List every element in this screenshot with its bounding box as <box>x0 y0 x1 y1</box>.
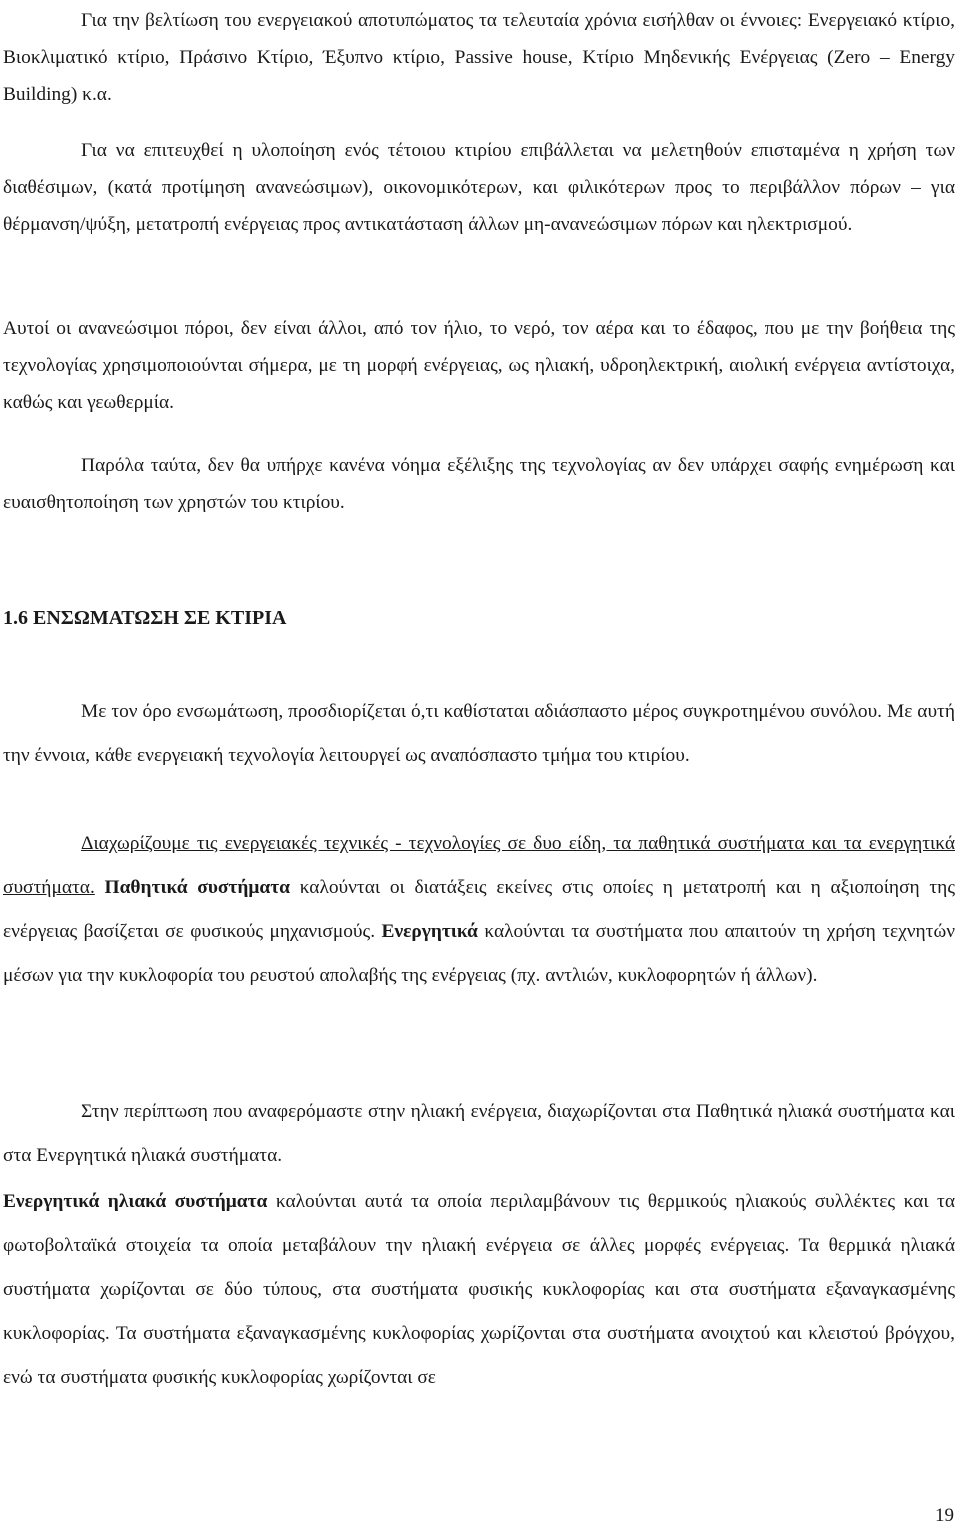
underlined-sentence: Διαχωρίζουμε τις ενεργειακές τεχνικές - τεχνολογίες σε δυο είδη, τα παθητικά συστήματα και τα ενεργητικά συστήματα. <box>3 833 955 898</box>
active-systems-definition: καλούνται τα συστήματα που απαιτούν τη χρήση τεχνητών μέσων για την κυκλοφορία του ρευστού απολαβής της ενέργειας (πχ. αντλιών, κυκλοφορητών ή άλλων). <box>3 921 956 986</box>
section-paragraph-3: Στην περίπτωση που αναφερόμαστε στην ηλιακή ενέργεια, διαχωρίζονται στα Παθητικά ηλιακά συστήματα και στα Ενεργητικά ηλιακά συστήματα. <box>3 1101 955 1166</box>
page-number: 19 <box>935 1505 954 1526</box>
section-paragraph-2 <box>3 822 955 998</box>
section-heading: 1.6 ΕΝΣΩΜΑΤΩΣΗ ΣΕ ΚΤΙΡΙΑ <box>3 607 287 629</box>
active-solar-systems-term: Ενεργητικά ηλιακά συστήματα <box>3 1191 268 1212</box>
section-paragraph-4 <box>3 1180 955 1400</box>
intro-paragraph-2: Για να επιτευχθεί η υλοποίηση ενός τέτοιου κτιρίου επιβάλλεται να μελετηθούν επισταμένα η χρήση των διαθέσιμων, (κατά προτίμηση ανανεώσιμων), οικονομικότερων, και φιλικότερων προς το περιβάλλον πόρων – για θέρμανση/ψύξη, μετατροπή ενέργειας προς αντικατάσταση άλλων μη-ανανεώσιμων πόρων και ηλεκτρισμού. <box>3 140 955 235</box>
passive-systems-definition: καλούνται οι διατάξεις εκείνες στις οποίες η μετατροπή και η αξιοποίηση της ενέργειας βασίζεται σε φυσικούς μηχανισμούς. <box>3 877 955 942</box>
active-systems-term: Ενεργητικά <box>381 921 478 942</box>
intro-paragraph-1: Για την βελτίωση του ενεργειακού αποτυπώματος τα τελευταία χρόνια εισήλθαν οι έννοιες: Ενεργειακό κτίριο, Βιοκλιματικό κτίριο, Πράσινο Κτίριο, Έξυπνο κτίριο, Passive house, Κτίριο Μηδενικής Ενέργειας (Zero – Energy Building) κ.α. <box>3 10 955 105</box>
passive-systems-term: Παθητικά συστήματα <box>104 877 290 898</box>
intro-paragraph-4: Παρόλα ταύτα, δεν θα υπήρχε κανένα νόημα εξέλιξης της τεχνολογίας αν δεν υπάρχει σαφής ενημέρωση και ευαισθητοποίηση των χρηστών του κτιρίου. <box>3 455 955 513</box>
active-solar-systems-definition: καλούνται αυτά τα οποία περιλαμβάνουν τις θερμικούς ηλιακούς συλλέκτες και τα φωτοβολταϊκά στοιχεία τα οποία μεταβάλουν την ηλιακή ενέργεια σε άλλες μορφές ενέργειας. Τα θερμικά ηλιακά συστήματα χωρίζονται σε δύο τύπους, στα συστήματα φυσικής κυκλοφορίας και στα συστήματα εξαναγκασμένης κυκλοφορίας. Τα συστήματα εξαναγκασμένης κυκλοφορίας χωρίζονται στα συστήματα ανοιχτού και κλειστού βρόγχου, ενώ τα συστήματα φυσικής κυκλοφορίας χωρίζονται σε <box>3 1191 955 1388</box>
intro-paragraph-3: Αυτοί οι ανανεώσιμοι πόροι, δεν είναι άλλοι, από τον ήλιο, το νερό, τον αέρα και το έδαφος, που με την βοήθεια της τεχνολογίας χρησιμοποιούνται σήμερα, με τη μορφή ενέργειας, ως ηλιακή, υδροηλεκτρική, αιολική ενέργεια αντίστοιχα, καθώς και γεωθερμία. <box>3 318 955 413</box>
section-paragraph-1: Με τον όρο ενσωμάτωση, προσδιορίζεται ό,τι καθίσταται αδιάσπαστο μέρος συγκροτημένου συνόλου. Με αυτή την έννοια, κάθε ενεργειακή τεχνολογία λειτουργεί ως αναπόσπαστο τμήμα του κτιρίου. <box>3 701 955 766</box>
